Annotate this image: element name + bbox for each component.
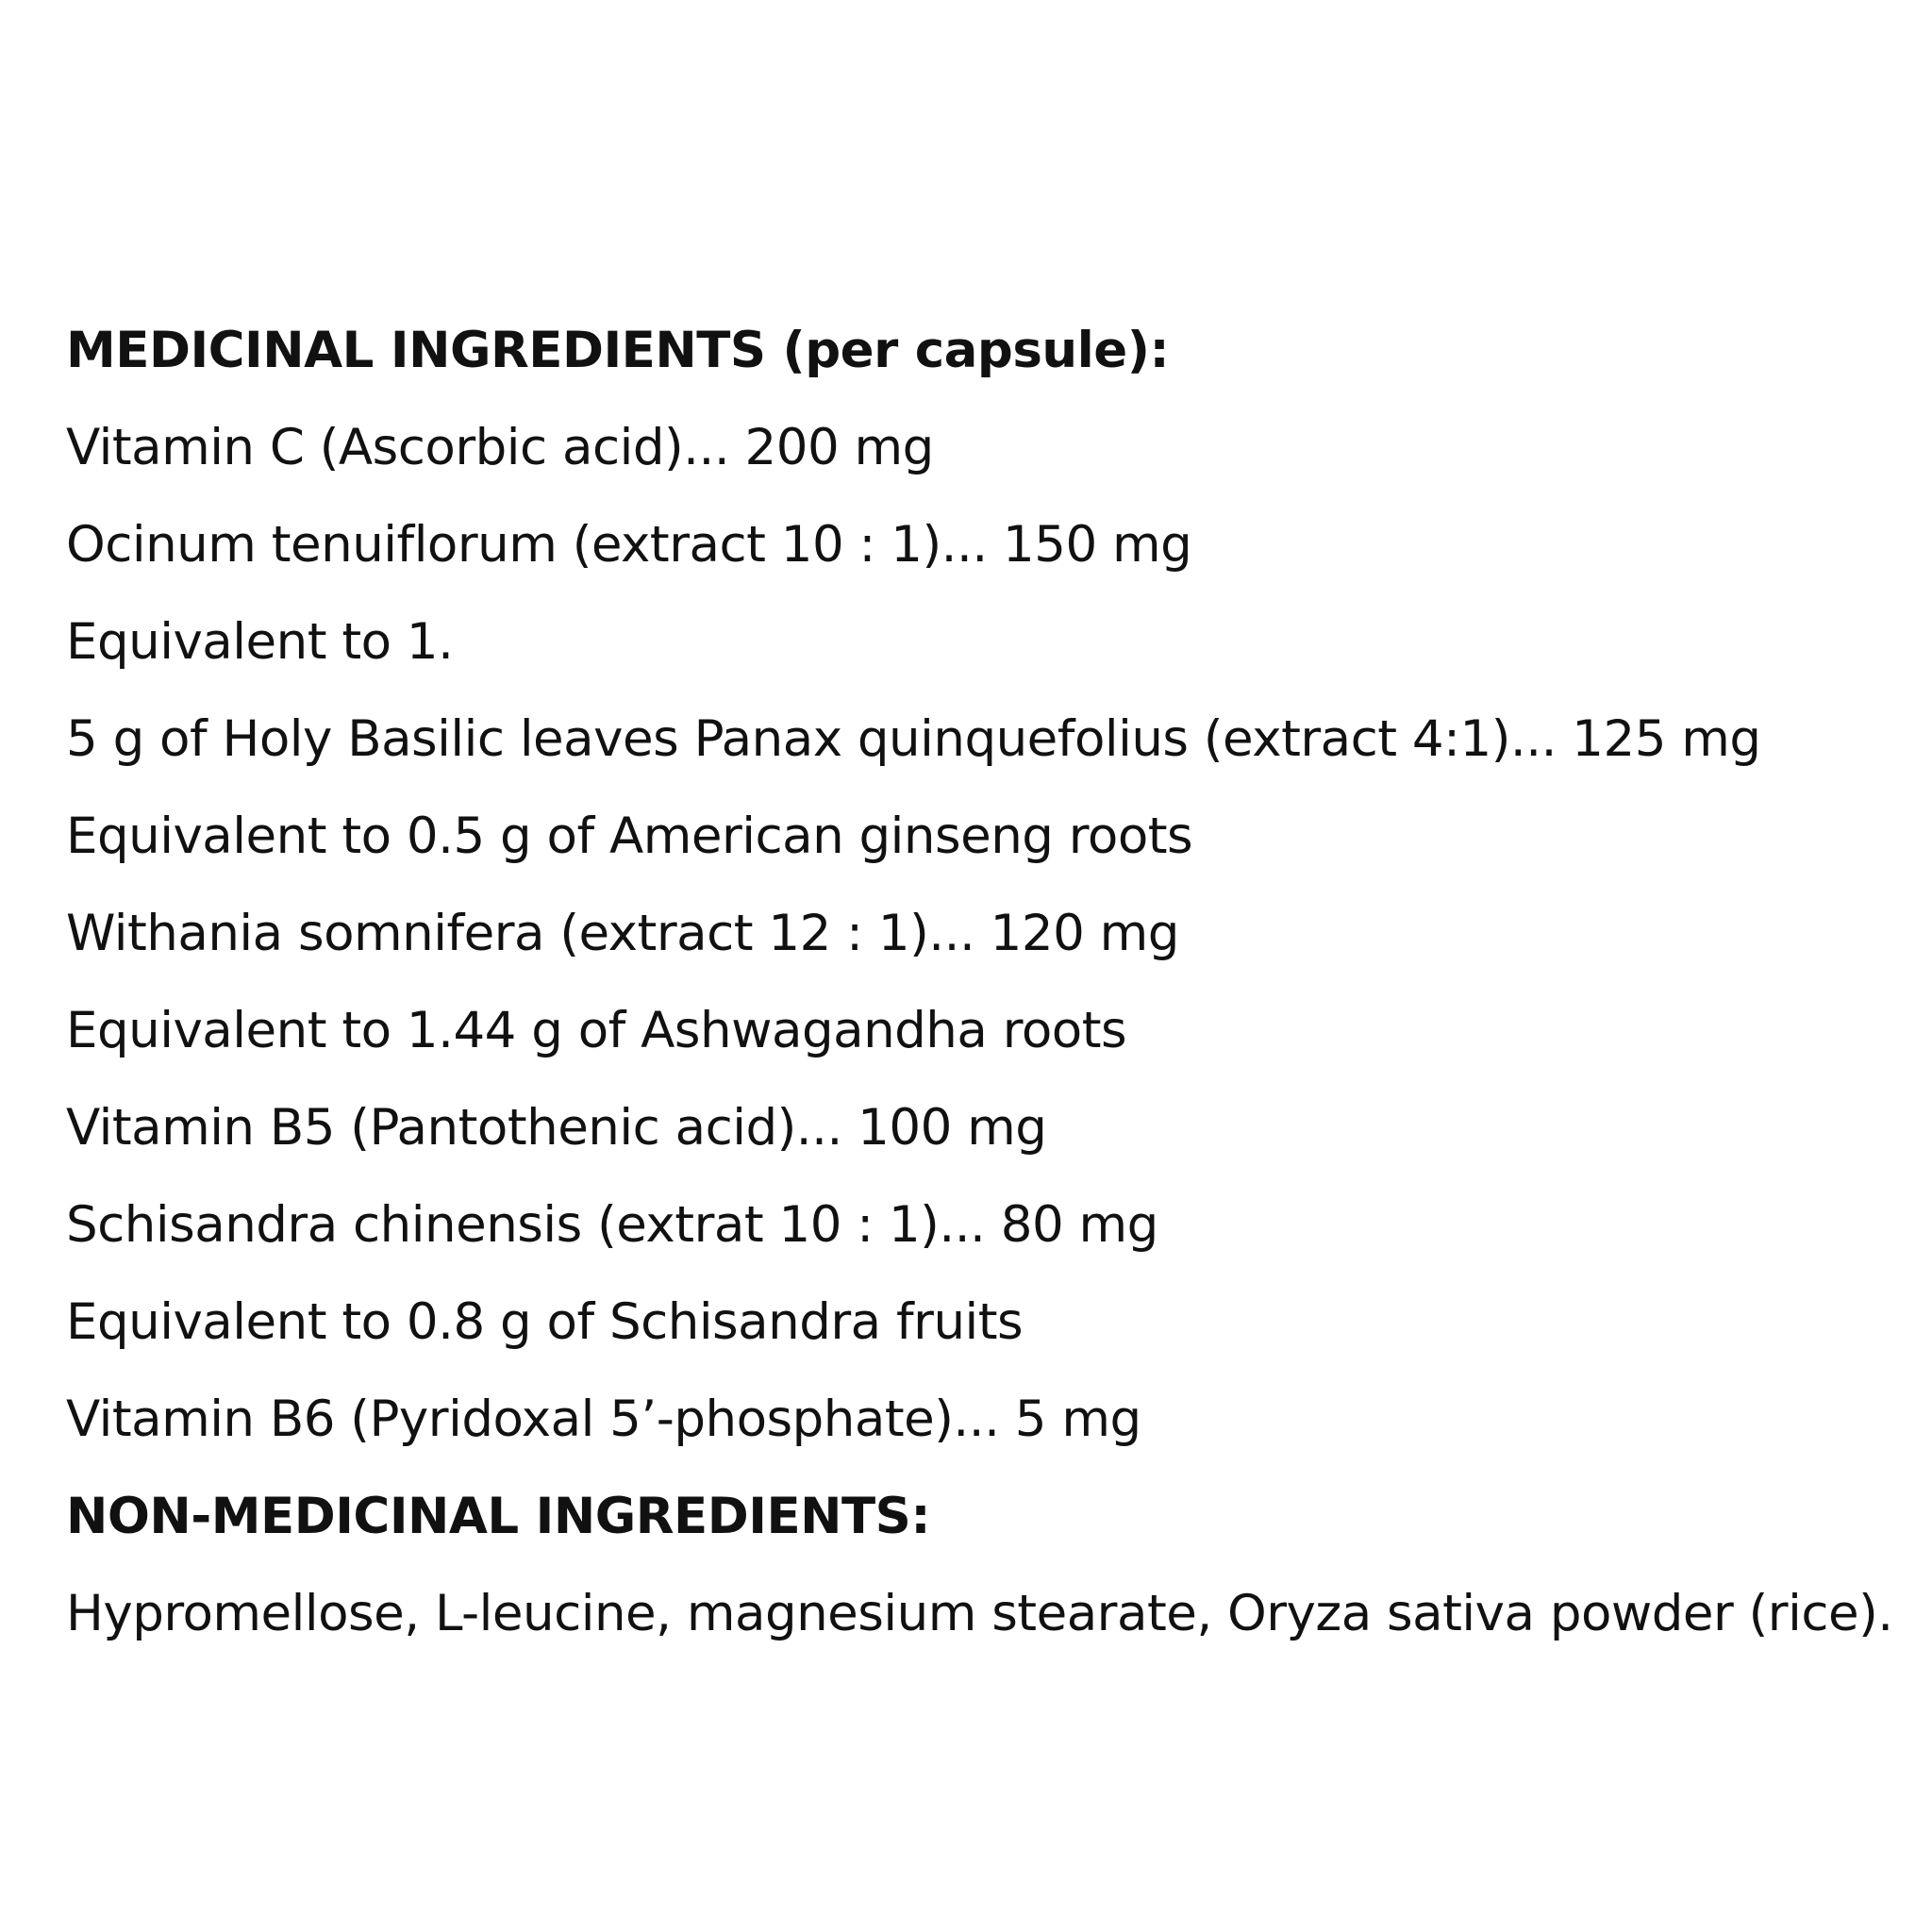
ingredient-line: Equivalent to 0.5 g of American ginseng roots (66, 808, 1193, 865)
ingredient-line: Schisandra chinensis (extrat 10 : 1)... 80 mg (66, 1196, 1158, 1254)
ingredient-line: Vitamin B6 (Pyridoxal 5’-phosphate)... 5 mg (66, 1391, 1141, 1448)
ingredient-line: Withania somnifera (extract 12 : 1)... 120 mg (66, 905, 1179, 962)
ingredient-line: Ocinum tenuiflorum (extract 10 : 1)... 150 mg (66, 516, 1192, 574)
ingredients-panel (66, 302, 1896, 1662)
ingredient-line: Equivalent to 1.44 g of Ashwagandha roots (66, 1002, 1127, 1059)
ingredient-line: Vitamin C (Ascorbic acid)... 200 mg (66, 419, 934, 476)
medicinal-ingredients-heading: MEDICINAL INGREDIENTS (per capsule): (66, 322, 1170, 379)
ingredient-line: Equivalent to 0.8 g of Schisandra fruits (66, 1293, 1024, 1351)
ingredient-line: Vitamin B5 (Pantothenic acid)... 100 mg (66, 1099, 1047, 1157)
ingredient-line: Equivalent to 1. (66, 613, 454, 671)
ingredient-line: 5 g of Holy Basilic leaves Panax quinquefolius (extract 4:1)... 125 mg (66, 710, 1761, 768)
non-medicinal-ingredient-line: Hypromellose, L-leucine, magnesium stearate, Oryza sativa powder (rice). (66, 1585, 1893, 1642)
non-medicinal-ingredients-heading: NON-MEDICINAL INGREDIENTS: (66, 1488, 931, 1545)
